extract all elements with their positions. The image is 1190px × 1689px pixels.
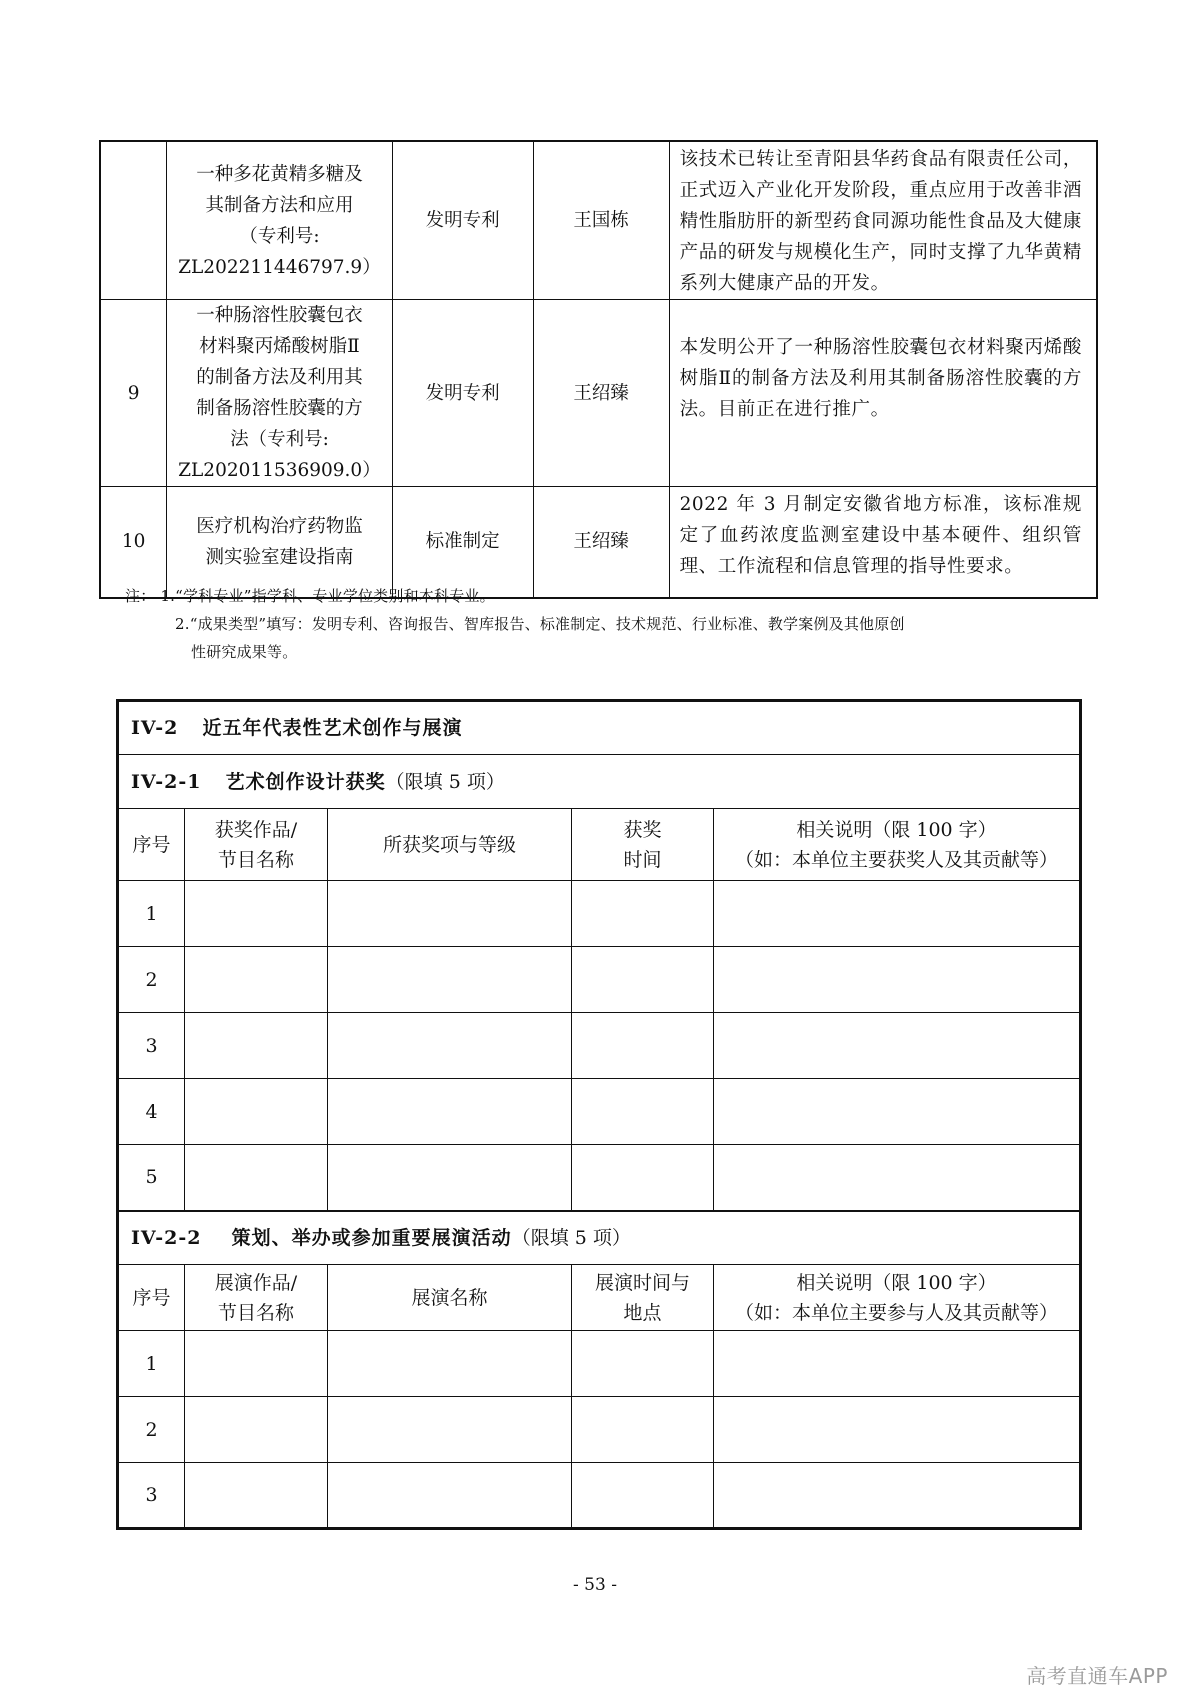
header-description xyxy=(714,809,1081,881)
empty-cell[interactable] xyxy=(328,881,572,947)
awards-limit: （限填 5 项） xyxy=(385,770,505,793)
header-time-place xyxy=(572,1265,714,1331)
awards-code: IV-2-1 xyxy=(131,770,202,793)
achievement-type: 发明专利 xyxy=(392,141,533,300)
header-line: 节目名称 xyxy=(217,1301,294,1324)
row-number: 5 xyxy=(118,1145,185,1211)
table-row xyxy=(100,141,1097,300)
table-row xyxy=(118,1079,1081,1145)
header-time xyxy=(572,809,714,881)
row-number: 2 xyxy=(118,947,185,1013)
achievement-person: 王绍臻 xyxy=(533,300,669,487)
empty-cell[interactable] xyxy=(185,947,328,1013)
section-title xyxy=(118,701,1081,755)
row-number: 3 xyxy=(118,1463,185,1529)
empty-cell[interactable] xyxy=(714,1463,1081,1529)
empty-cell[interactable] xyxy=(572,1079,714,1145)
empty-cell[interactable] xyxy=(328,1397,572,1463)
table-row xyxy=(100,300,1097,487)
row-number xyxy=(100,141,167,300)
shows-column-headers xyxy=(118,1265,1081,1331)
name-line: 一种肠溶性胶囊包衣 xyxy=(196,305,363,326)
table-notes xyxy=(125,582,905,666)
achievement-type: 发明专利 xyxy=(392,300,533,487)
table-row xyxy=(118,881,1081,947)
header-show-name: 展演名称 xyxy=(328,1265,572,1331)
empty-cell[interactable] xyxy=(185,1463,328,1529)
header-line: 获奖作品/ xyxy=(214,818,298,841)
section-name: 近五年代表性艺术创作与展演 xyxy=(202,717,463,739)
name-line: 其制备方法和应用 xyxy=(205,194,354,216)
header-line: （如：本单位主要获奖人及其贡献等） xyxy=(735,848,1059,871)
empty-cell[interactable] xyxy=(714,1079,1081,1145)
page-number: - 53 - xyxy=(573,1575,617,1595)
table-row xyxy=(118,1463,1081,1529)
shows-code: IV-2-2 xyxy=(131,1226,202,1249)
achievement-description: 本发明公开了一种肠溶性胶囊包衣材料聚丙烯酸树脂Ⅱ的制备方法及利用其制备肠溶性胶囊的方法。目前正在进行推广。 xyxy=(669,300,1097,487)
name-line: ZL202211446797.9） xyxy=(178,256,381,278)
header-line: 时间 xyxy=(623,848,662,871)
table-row xyxy=(118,1013,1081,1079)
empty-cell[interactable] xyxy=(714,1397,1081,1463)
achievement-description: 该技术已转让至青阳县华药食品有限责任公司，正式迈入产业化开发阶段，重点应用于改善非酒精性脂肪肝的新型药食同源功能性食品及大健康产品的研发与规模化生产，同时支撑了九华黄精系列大健康产品的开发。 xyxy=(669,141,1097,300)
name-line: 测实验室建设指南 xyxy=(205,546,354,568)
shows-subsection-title xyxy=(118,1211,1081,1265)
achievements-table xyxy=(99,140,1098,599)
achievement-description: 2022 年 3 月制定安徽省地方标准，该标准规定了血药浓度监测室建设中基本硬件、组织管理、工作流程和信息管理的指导性要求。 xyxy=(669,487,1097,598)
empty-cell[interactable] xyxy=(328,1331,572,1397)
awards-subsection-title xyxy=(118,755,1081,809)
row-number: 9 xyxy=(100,300,167,487)
row-number: 2 xyxy=(118,1397,185,1463)
empty-cell[interactable] xyxy=(714,1013,1081,1079)
note-line: 2.“成果类型”填写：发明专利、咨询报告、智库报告、标准制定、技术规范、行业标准、教学案例及其他原创 xyxy=(175,615,905,633)
table-row xyxy=(100,487,1097,598)
note-line: 性研究成果等。 xyxy=(191,643,298,661)
achievement-name xyxy=(167,141,392,300)
empty-cell[interactable] xyxy=(572,1463,714,1529)
row-number: 1 xyxy=(118,1331,185,1397)
header-no: 序号 xyxy=(118,809,185,881)
subsection-header-row xyxy=(118,1211,1081,1265)
achievement-person: 王绍臻 xyxy=(533,487,669,598)
name-line: ZL202011536909.0） xyxy=(178,460,381,481)
table-row xyxy=(118,1397,1081,1463)
empty-cell[interactable] xyxy=(185,1013,328,1079)
art-creation-table xyxy=(116,699,1082,1530)
name-line: 医疗机构治疗药物监 xyxy=(196,515,363,537)
note-line: 注： 1.“学科专业”指学科、专业学位类别和本科专业。 xyxy=(125,587,495,605)
empty-cell[interactable] xyxy=(185,1331,328,1397)
empty-cell[interactable] xyxy=(185,881,328,947)
achievement-type: 标准制定 xyxy=(392,487,533,598)
header-work xyxy=(185,809,328,881)
name-line: （专利号: xyxy=(239,225,320,247)
watermark: 高考直通车APP xyxy=(1026,1664,1168,1688)
table-row xyxy=(118,1331,1081,1397)
header-line: 节目名称 xyxy=(217,848,294,871)
header-line: 相关说明（限 100 字） xyxy=(796,818,997,841)
empty-cell[interactable] xyxy=(714,1145,1081,1211)
empty-cell[interactable] xyxy=(328,1013,572,1079)
header-description xyxy=(714,1265,1081,1331)
table-row xyxy=(118,1145,1081,1211)
empty-cell[interactable] xyxy=(572,947,714,1013)
empty-cell[interactable] xyxy=(572,1013,714,1079)
header-prize: 所获奖项与等级 xyxy=(328,809,572,881)
table-row xyxy=(118,947,1081,1013)
shows-name: 策划、举办或参加重要展演活动 xyxy=(231,1226,512,1249)
name-line: 材料聚丙烯酸树脂Ⅱ xyxy=(199,336,360,357)
awards-name: 艺术创作设计获奖 xyxy=(225,770,386,793)
header-line: 展演作品/ xyxy=(214,1271,298,1294)
subsection-header-row xyxy=(118,755,1081,809)
row-number: 1 xyxy=(118,881,185,947)
empty-cell[interactable] xyxy=(714,947,1081,1013)
empty-cell[interactable] xyxy=(714,881,1081,947)
achievement-person: 王国栋 xyxy=(533,141,669,300)
header-work xyxy=(185,1265,328,1331)
empty-cell[interactable] xyxy=(328,1463,572,1529)
empty-cell[interactable] xyxy=(572,881,714,947)
awards-column-headers xyxy=(118,809,1081,881)
section-code: IV-2 xyxy=(131,717,179,739)
empty-cell[interactable] xyxy=(572,1331,714,1397)
empty-cell[interactable] xyxy=(185,1079,328,1145)
section-header-row xyxy=(118,701,1081,755)
row-number: 4 xyxy=(118,1079,185,1145)
header-no: 序号 xyxy=(118,1265,185,1331)
row-number: 3 xyxy=(118,1013,185,1079)
empty-cell[interactable] xyxy=(328,947,572,1013)
empty-cell[interactable] xyxy=(185,1145,328,1211)
empty-cell[interactable] xyxy=(572,1145,714,1211)
achievement-name xyxy=(167,300,392,487)
shows-limit: （限填 5 项） xyxy=(511,1226,631,1249)
header-line: 相关说明（限 100 字） xyxy=(796,1271,997,1294)
achievement-name xyxy=(167,487,392,598)
name-line: 法（专利号: xyxy=(230,429,329,450)
empty-cell[interactable] xyxy=(328,1145,572,1211)
empty-cell[interactable] xyxy=(572,1397,714,1463)
header-line: 获奖 xyxy=(623,818,662,841)
name-line: 制备肠溶性胶囊的方 xyxy=(196,398,363,419)
empty-cell[interactable] xyxy=(328,1079,572,1145)
row-number: 10 xyxy=(100,487,167,598)
empty-cell[interactable] xyxy=(185,1397,328,1463)
name-line: 的制备方法及利用其 xyxy=(196,367,363,388)
header-line: 展演时间与 xyxy=(594,1271,690,1294)
header-line: 地点 xyxy=(623,1301,662,1324)
name-line: 一种多花黄精多糖及 xyxy=(196,163,363,185)
header-line: （如：本单位主要参与人及其贡献等） xyxy=(735,1301,1059,1324)
empty-cell[interactable] xyxy=(714,1331,1081,1397)
